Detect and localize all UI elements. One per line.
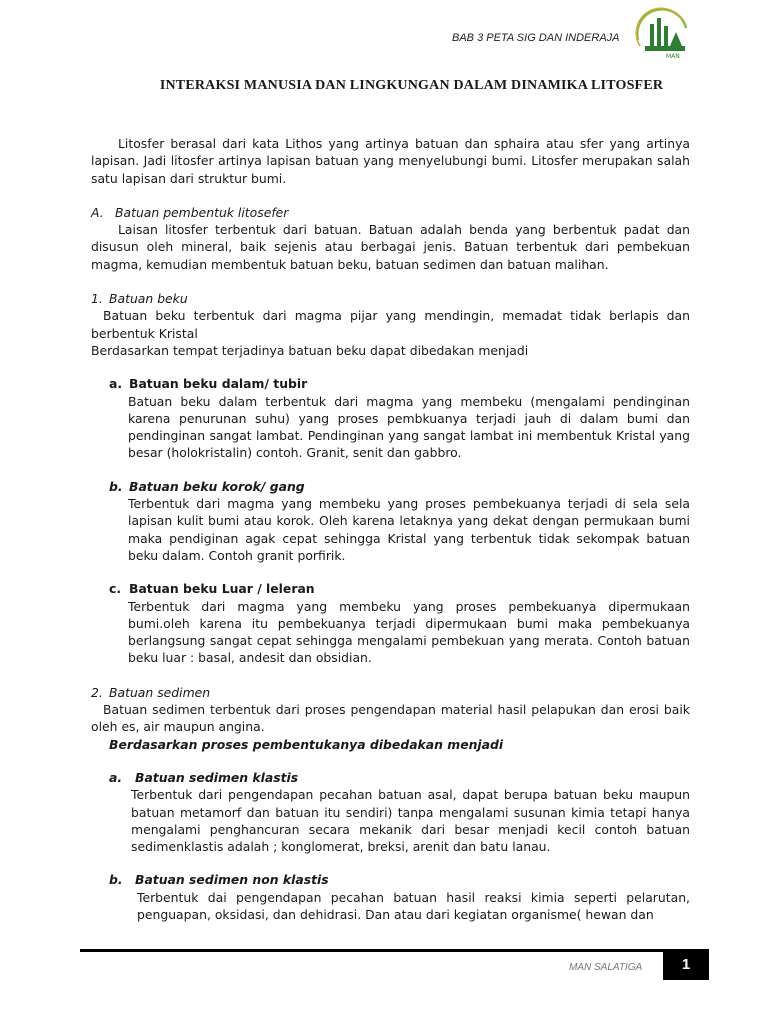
beku-item bbox=[109, 478, 690, 564]
sedimen-klastis-heading: a. Batuan sedimen klastis bbox=[109, 769, 299, 785]
sedimen-nonklastis-text: Terbentuk dai pengendapan pecahan batuan hasil reaksi kimia seperti pelarutan, penguapan, oksidasi, dan dehidrasi. Dan atau dari kegiatan organisme( hewan dan bbox=[137, 889, 690, 922]
batuan-beku-heading: 1. Batuan beku bbox=[91, 291, 188, 307]
footer-school: MAN SALATIGA bbox=[569, 962, 643, 973]
section-a-heading: A. Batuan pembentuk litosefer bbox=[91, 204, 289, 220]
section-a-text: Laisan litosfer terbentuk dari batuan. Batuan adalah benda yang berbentuk padat dan disusun oleh mineral, baik sejenis atau berbagai jenis. Batuan terbentuk dari pembekuan magma, kemudian membentuk batuan beku, batuan sedimen dan batuan malihan. bbox=[91, 222, 690, 272]
beku-item bbox=[109, 580, 690, 666]
document-title: INTERAKSI MANUSIA DAN LINGKUNGAN DALAM DINAMIKA LITOSFER bbox=[159, 78, 664, 93]
beku-korok-text: Terbentuk dari magma yang membeku yang proses pembekuanya terjadi di sela sela lapisan kulit bumi atau korok. Oleh karena letaknya yang dekat dengan permukaan bumi maka pendiginan agak cepat sehingga Kristal yang terbentuk tidak sekompak batuan beku dalam. Contoh granit porfirik. bbox=[128, 496, 690, 563]
beku-luar-text: Terbentuk dari magma yang membeku yang proses pembekuanya dipermukaan bumi.oleh karena itu pembekuanya terjadi dipermukaan bumi maka pembekuanya berlangsung sangat cepat sehingga mengalami pembekuan yang merata. Contoh batuan beku luar : basal, andesit dan obsidian. bbox=[128, 598, 690, 666]
sedimen-nonklastis-heading: b. Batuan sedimen non klastis bbox=[109, 872, 329, 888]
beku-item bbox=[109, 375, 690, 461]
svg-text:MAN: MAN bbox=[666, 53, 680, 60]
beku-dalam-text: Batuan beku dalam terbentuk dari magma yang membeku (mengalami pendinginan karena penurunan suhu) yang proses pembkuanya terjadi jauh di dalam bumi dan pendinginan sangat lambat. Pendinginan yang sangat lambat ini membentuk Kristal yang besar (holokristalin) contoh. Granit, senit dan gabbro. bbox=[128, 393, 690, 461]
beku-luar-heading: c. Batuan beku Luar / leleran bbox=[109, 581, 315, 597]
intro-paragraph: Litosfer berasal dari kata Lithos yang artinya batuan dan sphaira atau sfer yang artinya lapisan. Jadi litosfer artinya lapisan batuan yang menyelubungi bumi. Litosfer merupakan salah satu lapisan dari struktur bumi. bbox=[91, 136, 690, 186]
footer-divider bbox=[80, 949, 709, 952]
document-body bbox=[91, 135, 690, 923]
school-logo bbox=[630, 6, 692, 64]
sedimen-klastis-text: Terbentuk dari pengendapan pecahan batuan asal, dapat berupa batuan beku maupun batuan metamorf dan batuan itu sendiri) tanpa mengalami susunan kimia tetapi hanya mengalami penghancuran secara mekanik dari besar menjadi kecil contoh batuan sedimenklastis adalah ; konglomerat, breksi, arenit dan batu lanau. bbox=[131, 787, 690, 855]
beku-dalam-heading: a. Batuan beku dalam/ tubir bbox=[109, 376, 308, 392]
batuan-sedimen-heading: 2. Batuan sedimen bbox=[91, 684, 211, 700]
batuan-beku-subtext: Berdasarkan tempat terjadinya batuan beku dapat dibedakan menjadi bbox=[91, 342, 529, 358]
batuan-beku-text: Batuan beku terbentuk dari magma pijar yang mendingin, memadat tidak berlapis dan berbentuk Kristal bbox=[91, 308, 690, 341]
sedimen-item bbox=[109, 871, 690, 923]
beku-korok-heading: b. Batuan beku korok/ gang bbox=[109, 478, 305, 494]
batuan-sedimen-text: Batuan sedimen terbentuk dari proses pengendapan material hasil pelapukan dan erosi baik oleh es, air maupun angina. bbox=[91, 702, 690, 735]
page-number: 1 bbox=[663, 950, 709, 980]
sedimen-item bbox=[109, 769, 690, 855]
batuan-sedimen-subtext: Berdasarkan proses pembentukanya dibedakan menjadi bbox=[109, 736, 504, 752]
chapter-header: BAB 3 PETA SIG DAN INDERAJA bbox=[452, 32, 620, 44]
